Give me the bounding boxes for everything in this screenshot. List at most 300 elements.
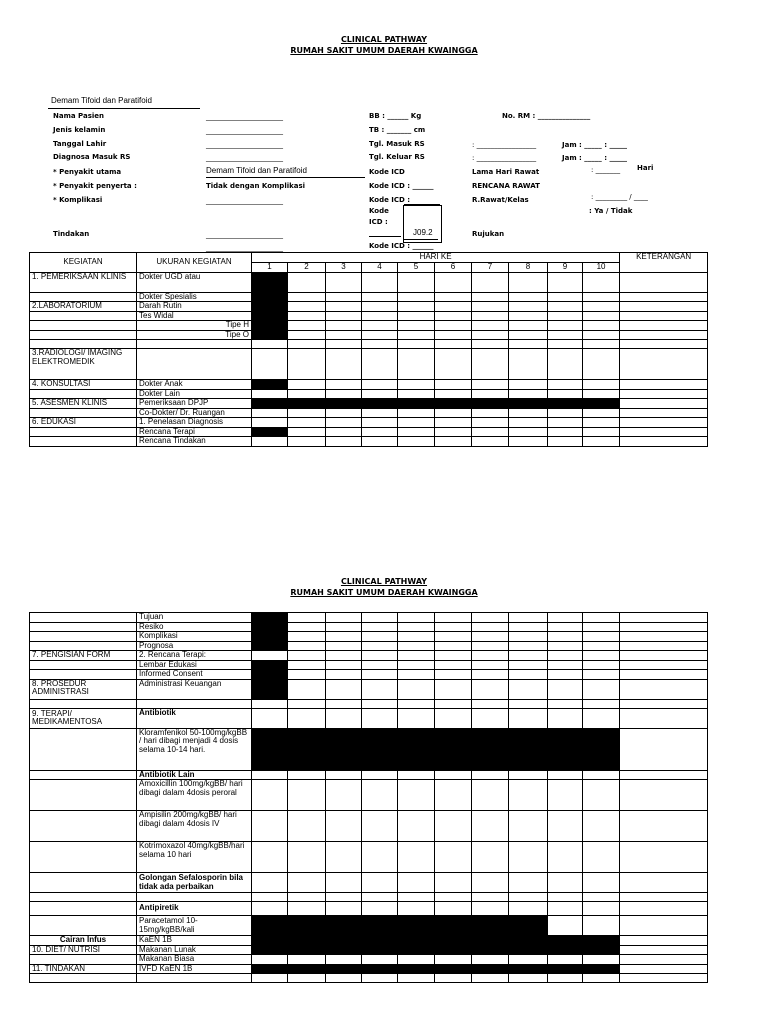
day-cell[interactable] xyxy=(288,330,326,340)
day-cell[interactable] xyxy=(583,408,620,418)
keterangan-cell[interactable] xyxy=(620,632,708,642)
day-cell[interactable] xyxy=(472,780,509,811)
day-cell[interactable] xyxy=(252,902,288,916)
day-cell-filled[interactable] xyxy=(252,272,288,292)
day-cell[interactable] xyxy=(583,427,620,437)
day-cell[interactable] xyxy=(583,708,620,728)
day-cell[interactable] xyxy=(472,613,509,623)
day-cell[interactable] xyxy=(472,349,509,380)
day-cell[interactable] xyxy=(398,974,435,983)
day-cell[interactable] xyxy=(583,380,620,390)
day-cell[interactable] xyxy=(398,437,435,447)
keterangan-cell[interactable] xyxy=(620,418,708,428)
day-cell[interactable] xyxy=(398,955,435,965)
keterangan-cell[interactable] xyxy=(620,651,708,661)
day-cell[interactable] xyxy=(326,632,362,642)
day-cell[interactable] xyxy=(252,437,288,447)
day-cell[interactable] xyxy=(548,302,583,312)
day-cell[interactable] xyxy=(326,613,362,623)
day-cell-filled[interactable] xyxy=(472,964,509,974)
day-cell[interactable] xyxy=(288,770,326,780)
day-cell-filled[interactable] xyxy=(252,330,288,340)
day-cell[interactable] xyxy=(435,708,472,728)
day-cell[interactable] xyxy=(288,873,326,893)
day-cell[interactable] xyxy=(509,670,548,680)
day-cell[interactable] xyxy=(509,708,548,728)
keterangan-cell[interactable] xyxy=(620,699,708,708)
day-cell-filled[interactable] xyxy=(435,728,472,770)
day-cell[interactable] xyxy=(362,321,398,331)
day-cell-filled[interactable] xyxy=(288,945,326,955)
day-cell[interactable] xyxy=(472,330,509,340)
day-cell[interactable] xyxy=(435,437,472,447)
tgl-keluar-field[interactable]: : _________________ xyxy=(472,154,537,162)
day-cell-filled[interactable] xyxy=(548,728,583,770)
day-cell-filled[interactable] xyxy=(509,399,548,409)
day-cell[interactable] xyxy=(398,893,435,902)
day-cell[interactable] xyxy=(548,651,583,661)
day-cell[interactable] xyxy=(326,380,362,390)
day-cell[interactable] xyxy=(252,389,288,399)
day-cell[interactable] xyxy=(288,613,326,623)
day-cell[interactable] xyxy=(326,622,362,632)
day-cell[interactable] xyxy=(398,408,435,418)
day-cell[interactable] xyxy=(583,916,620,936)
day-cell[interactable] xyxy=(435,632,472,642)
day-cell[interactable] xyxy=(288,272,326,292)
day-cell[interactable] xyxy=(583,902,620,916)
day-cell[interactable] xyxy=(435,622,472,632)
day-cell-filled[interactable] xyxy=(583,399,620,409)
day-cell-filled[interactable] xyxy=(252,679,288,699)
day-cell-filled[interactable] xyxy=(252,632,288,642)
day-cell[interactable] xyxy=(509,292,548,302)
day-cell[interactable] xyxy=(472,321,509,331)
day-cell[interactable] xyxy=(326,311,362,321)
day-cell[interactable] xyxy=(435,893,472,902)
day-cell[interactable] xyxy=(509,770,548,780)
day-cell[interactable] xyxy=(362,311,398,321)
day-cell[interactable] xyxy=(252,651,288,661)
day-cell[interactable] xyxy=(509,679,548,699)
day-cell[interactable] xyxy=(509,330,548,340)
day-cell[interactable] xyxy=(472,380,509,390)
kode-icd-field-2[interactable]: Kode ICD : xyxy=(369,196,411,204)
day-cell-filled[interactable] xyxy=(252,302,288,312)
day-cell[interactable] xyxy=(362,272,398,292)
day-cell[interactable] xyxy=(398,272,435,292)
day-cell[interactable] xyxy=(583,679,620,699)
day-cell[interactable] xyxy=(362,955,398,965)
day-cell-filled[interactable] xyxy=(252,427,288,437)
day-cell[interactable] xyxy=(509,311,548,321)
day-cell-filled[interactable] xyxy=(472,936,509,946)
day-cell[interactable] xyxy=(435,272,472,292)
day-cell[interactable] xyxy=(435,873,472,893)
day-cell[interactable] xyxy=(583,670,620,680)
day-cell-filled[interactable] xyxy=(509,728,548,770)
day-cell[interactable] xyxy=(509,632,548,642)
day-cell[interactable] xyxy=(288,641,326,651)
bb-field[interactable]: BB : ______ Kg xyxy=(369,112,422,120)
day-cell[interactable] xyxy=(398,708,435,728)
day-cell[interactable] xyxy=(583,893,620,902)
keterangan-cell[interactable] xyxy=(620,613,708,623)
keterangan-cell[interactable] xyxy=(620,873,708,893)
day-cell[interactable] xyxy=(509,699,548,708)
day-cell-filled[interactable] xyxy=(548,964,583,974)
tanggal-lahir-field[interactable]: ______________________ xyxy=(206,141,283,149)
day-cell[interactable] xyxy=(398,292,435,302)
day-cell[interactable] xyxy=(362,292,398,302)
day-cell[interactable] xyxy=(252,418,288,428)
keterangan-cell[interactable] xyxy=(620,321,708,331)
day-cell[interactable] xyxy=(398,427,435,437)
keterangan-cell[interactable] xyxy=(620,380,708,390)
day-cell[interactable] xyxy=(326,321,362,331)
day-cell[interactable] xyxy=(288,902,326,916)
keterangan-cell[interactable] xyxy=(620,622,708,632)
day-cell[interactable] xyxy=(583,311,620,321)
day-cell[interactable] xyxy=(435,321,472,331)
day-cell[interactable] xyxy=(472,893,509,902)
keterangan-cell[interactable] xyxy=(620,916,708,936)
day-cell-filled[interactable] xyxy=(362,936,398,946)
day-cell[interactable] xyxy=(326,437,362,447)
day-cell[interactable] xyxy=(398,632,435,642)
day-cell[interactable] xyxy=(435,902,472,916)
day-cell-filled[interactable] xyxy=(326,399,362,409)
day-cell[interactable] xyxy=(583,660,620,670)
day-cell[interactable] xyxy=(583,622,620,632)
day-cell[interactable] xyxy=(509,651,548,661)
day-cell[interactable] xyxy=(288,418,326,428)
day-cell[interactable] xyxy=(509,408,548,418)
day-cell[interactable] xyxy=(326,670,362,680)
day-cell[interactable] xyxy=(398,330,435,340)
keterangan-cell[interactable] xyxy=(620,670,708,680)
keterangan-cell[interactable] xyxy=(620,728,708,770)
day-cell[interactable] xyxy=(435,349,472,380)
day-cell-filled[interactable] xyxy=(252,660,288,670)
day-cell[interactable] xyxy=(435,670,472,680)
day-cell[interactable] xyxy=(398,321,435,331)
day-cell[interactable] xyxy=(472,974,509,983)
day-cell[interactable] xyxy=(472,679,509,699)
keterangan-cell[interactable] xyxy=(620,427,708,437)
day-cell[interactable] xyxy=(548,811,583,842)
day-cell-filled[interactable] xyxy=(435,936,472,946)
day-cell[interactable] xyxy=(252,955,288,965)
day-cell[interactable] xyxy=(288,632,326,642)
day-cell[interactable] xyxy=(583,330,620,340)
day-cell[interactable] xyxy=(398,811,435,842)
keterangan-cell[interactable] xyxy=(620,408,708,418)
day-cell[interactable] xyxy=(398,873,435,893)
day-cell-filled[interactable] xyxy=(252,964,288,974)
day-cell-filled[interactable] xyxy=(398,936,435,946)
day-cell[interactable] xyxy=(509,842,548,873)
day-cell[interactable] xyxy=(252,842,288,873)
day-cell[interactable] xyxy=(362,699,398,708)
day-cell[interactable] xyxy=(472,670,509,680)
day-cell[interactable] xyxy=(472,811,509,842)
keterangan-cell[interactable] xyxy=(620,955,708,965)
day-cell[interactable] xyxy=(548,670,583,680)
day-cell-filled[interactable] xyxy=(252,321,288,331)
day-cell[interactable] xyxy=(362,641,398,651)
day-cell[interactable] xyxy=(509,622,548,632)
day-cell[interactable] xyxy=(548,842,583,873)
diagnosa-masuk-field[interactable]: ______________________ xyxy=(206,154,283,162)
day-cell-filled[interactable] xyxy=(362,945,398,955)
day-cell[interactable] xyxy=(362,613,398,623)
day-cell[interactable] xyxy=(583,272,620,292)
day-cell-filled[interactable] xyxy=(362,728,398,770)
day-cell-filled[interactable] xyxy=(326,936,362,946)
day-cell[interactable] xyxy=(435,679,472,699)
day-cell-filled[interactable] xyxy=(398,399,435,409)
day-cell-filled[interactable] xyxy=(288,916,326,936)
day-cell[interactable] xyxy=(435,427,472,437)
day-cell[interactable] xyxy=(362,427,398,437)
day-cell[interactable] xyxy=(583,340,620,349)
day-cell[interactable] xyxy=(435,955,472,965)
day-cell[interactable] xyxy=(362,902,398,916)
day-cell[interactable] xyxy=(509,389,548,399)
komplikasi-field[interactable]: ______________________ xyxy=(206,197,283,205)
day-cell[interactable] xyxy=(362,437,398,447)
keterangan-cell[interactable] xyxy=(620,902,708,916)
day-cell[interactable] xyxy=(288,780,326,811)
day-cell[interactable] xyxy=(362,330,398,340)
day-cell[interactable] xyxy=(362,651,398,661)
day-cell[interactable] xyxy=(583,699,620,708)
day-cell-filled[interactable] xyxy=(472,916,509,936)
day-cell-filled[interactable] xyxy=(583,964,620,974)
day-cell[interactable] xyxy=(398,622,435,632)
day-cell[interactable] xyxy=(362,302,398,312)
day-cell[interactable] xyxy=(548,902,583,916)
day-cell-filled[interactable] xyxy=(583,936,620,946)
day-cell[interactable] xyxy=(362,632,398,642)
day-cell[interactable] xyxy=(548,613,583,623)
day-cell[interactable] xyxy=(548,708,583,728)
day-cell[interactable] xyxy=(435,311,472,321)
day-cell[interactable] xyxy=(326,408,362,418)
day-cell[interactable] xyxy=(435,292,472,302)
day-cell[interactable] xyxy=(398,670,435,680)
day-cell[interactable] xyxy=(398,770,435,780)
day-cell[interactable] xyxy=(509,660,548,670)
day-cell[interactable] xyxy=(435,389,472,399)
day-cell-filled[interactable] xyxy=(326,945,362,955)
day-cell[interactable] xyxy=(548,679,583,699)
day-cell[interactable] xyxy=(398,679,435,699)
day-cell[interactable] xyxy=(548,321,583,331)
day-cell[interactable] xyxy=(472,651,509,661)
day-cell[interactable] xyxy=(583,613,620,623)
day-cell[interactable] xyxy=(435,302,472,312)
keterangan-cell[interactable] xyxy=(620,330,708,340)
day-cell[interactable] xyxy=(326,842,362,873)
day-cell-filled[interactable] xyxy=(548,945,583,955)
day-cell[interactable] xyxy=(362,389,398,399)
day-cell[interactable] xyxy=(583,811,620,842)
day-cell[interactable] xyxy=(548,418,583,428)
lama-hari-field[interactable]: : _______ xyxy=(591,166,621,174)
day-cell[interactable] xyxy=(398,699,435,708)
day-cell[interactable] xyxy=(362,873,398,893)
day-cell[interactable] xyxy=(435,340,472,349)
ya-tidak-option[interactable]: : Ya / Tidak xyxy=(589,207,633,215)
day-cell[interactable] xyxy=(326,660,362,670)
day-cell-filled[interactable] xyxy=(472,399,509,409)
day-cell[interactable] xyxy=(509,780,548,811)
day-cell[interactable] xyxy=(548,427,583,437)
day-cell[interactable] xyxy=(472,408,509,418)
keterangan-cell[interactable] xyxy=(620,272,708,292)
day-cell[interactable] xyxy=(326,349,362,380)
day-cell[interactable] xyxy=(252,408,288,418)
keterangan-cell[interactable] xyxy=(620,349,708,380)
day-cell[interactable] xyxy=(548,893,583,902)
day-cell[interactable] xyxy=(288,437,326,447)
tgl-masuk-field[interactable]: : _________________ xyxy=(472,141,537,149)
day-cell-filled[interactable] xyxy=(435,964,472,974)
day-cell[interactable] xyxy=(398,660,435,670)
day-cell[interactable] xyxy=(509,613,548,623)
jenis-kelamin-field[interactable]: ______________________ xyxy=(206,127,283,135)
day-cell[interactable] xyxy=(509,349,548,380)
keterangan-cell[interactable] xyxy=(620,708,708,728)
day-cell[interactable] xyxy=(362,842,398,873)
day-cell[interactable] xyxy=(362,974,398,983)
keterangan-cell[interactable] xyxy=(620,292,708,302)
day-cell[interactable] xyxy=(362,408,398,418)
day-cell[interactable] xyxy=(509,380,548,390)
day-cell[interactable] xyxy=(326,955,362,965)
day-cell[interactable] xyxy=(288,893,326,902)
tindakan-field-2[interactable]: ______________________ xyxy=(206,244,283,252)
day-cell-filled[interactable] xyxy=(583,945,620,955)
keterangan-cell[interactable] xyxy=(620,936,708,946)
day-cell[interactable] xyxy=(288,389,326,399)
day-cell[interactable] xyxy=(472,770,509,780)
day-cell[interactable] xyxy=(398,613,435,623)
day-cell[interactable] xyxy=(398,651,435,661)
day-cell-filled[interactable] xyxy=(252,728,288,770)
day-cell[interactable] xyxy=(472,418,509,428)
day-cell-filled[interactable] xyxy=(252,613,288,623)
day-cell[interactable] xyxy=(288,670,326,680)
day-cell[interactable] xyxy=(326,330,362,340)
day-cell[interactable] xyxy=(472,699,509,708)
day-cell[interactable] xyxy=(326,679,362,699)
day-cell[interactable] xyxy=(398,311,435,321)
day-cell[interactable] xyxy=(509,418,548,428)
day-cell[interactable] xyxy=(548,622,583,632)
day-cell-filled[interactable] xyxy=(362,964,398,974)
day-cell[interactable] xyxy=(288,708,326,728)
day-cell[interactable] xyxy=(583,349,620,380)
day-cell[interactable] xyxy=(472,708,509,728)
day-cell[interactable] xyxy=(509,427,548,437)
day-cell[interactable] xyxy=(583,321,620,331)
day-cell-filled[interactable] xyxy=(288,936,326,946)
day-cell[interactable] xyxy=(252,780,288,811)
keterangan-cell[interactable] xyxy=(620,437,708,447)
day-cell[interactable] xyxy=(252,893,288,902)
day-cell[interactable] xyxy=(472,389,509,399)
day-cell[interactable] xyxy=(435,651,472,661)
day-cell[interactable] xyxy=(288,660,326,670)
day-cell-filled[interactable] xyxy=(398,964,435,974)
day-cell[interactable] xyxy=(362,679,398,699)
day-cell[interactable] xyxy=(548,340,583,349)
day-cell[interactable] xyxy=(252,873,288,893)
kode-icd-field-3[interactable]: Kode ICD : ______ xyxy=(369,242,434,250)
day-cell[interactable] xyxy=(326,699,362,708)
r-rawat-kelas-field[interactable]: : _________ / ____ xyxy=(591,193,648,201)
day-cell[interactable] xyxy=(362,418,398,428)
day-cell[interactable] xyxy=(288,292,326,302)
day-cell[interactable] xyxy=(252,708,288,728)
keterangan-cell[interactable] xyxy=(620,389,708,399)
day-cell[interactable] xyxy=(509,902,548,916)
day-cell[interactable] xyxy=(472,622,509,632)
day-cell[interactable] xyxy=(472,311,509,321)
jam-keluar-field[interactable]: Jam : _____ : _____ xyxy=(562,154,627,162)
day-cell-filled[interactable] xyxy=(252,670,288,680)
day-cell[interactable] xyxy=(509,974,548,983)
day-cell[interactable] xyxy=(583,437,620,447)
day-cell[interactable] xyxy=(398,842,435,873)
day-cell[interactable] xyxy=(252,974,288,983)
day-cell[interactable] xyxy=(472,902,509,916)
day-cell-filled[interactable] xyxy=(252,622,288,632)
day-cell-filled[interactable] xyxy=(288,399,326,409)
day-cell[interactable] xyxy=(398,780,435,811)
day-cell-filled[interactable] xyxy=(398,728,435,770)
day-cell[interactable] xyxy=(583,651,620,661)
day-cell[interactable] xyxy=(288,380,326,390)
day-cell[interactable] xyxy=(362,780,398,811)
day-cell[interactable] xyxy=(326,770,362,780)
keterangan-cell[interactable] xyxy=(620,399,708,409)
day-cell-filled[interactable] xyxy=(435,399,472,409)
day-cell[interactable] xyxy=(435,613,472,623)
keterangan-cell[interactable] xyxy=(620,679,708,699)
day-cell[interactable] xyxy=(548,974,583,983)
day-cell[interactable] xyxy=(362,622,398,632)
day-cell[interactable] xyxy=(472,437,509,447)
day-cell[interactable] xyxy=(326,389,362,399)
day-cell-filled[interactable] xyxy=(362,399,398,409)
day-cell-filled[interactable] xyxy=(435,916,472,936)
day-cell[interactable] xyxy=(583,780,620,811)
day-cell-filled[interactable] xyxy=(326,916,362,936)
day-cell[interactable] xyxy=(583,389,620,399)
day-cell[interactable] xyxy=(362,770,398,780)
keterangan-cell[interactable] xyxy=(620,945,708,955)
keterangan-cell[interactable] xyxy=(620,660,708,670)
day-cell[interactable] xyxy=(509,340,548,349)
day-cell[interactable] xyxy=(252,811,288,842)
day-cell[interactable] xyxy=(472,842,509,873)
day-cell[interactable] xyxy=(472,632,509,642)
day-cell[interactable] xyxy=(472,641,509,651)
